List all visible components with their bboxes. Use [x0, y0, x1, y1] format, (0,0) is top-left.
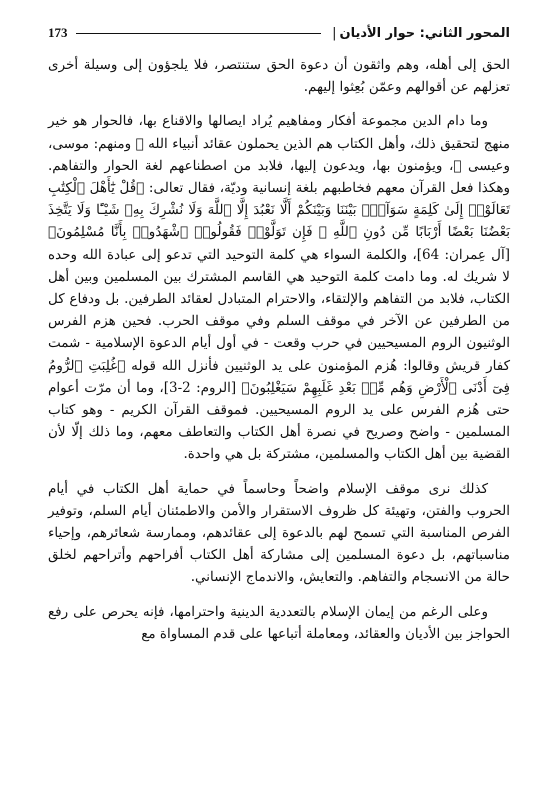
paragraph-1: الحق إلى أهله، وهم واثقون أن دعوة الحق ستنتصر، فلا يلجؤون إلى وسيلة أخرى تعزلهم عن أقوالهم وعمّن بُعِثوا إليهم.	[48, 57, 510, 96]
paragraph-4: وعلى الرغم من إيمان الإسلام بالتعددية الدينية واحترامها، فإنه يحرص على رفع الحواجز بين الأديان والعقائد، ومعاملة أتباعها على قدم المساواة مع	[48, 603, 510, 642]
document-page	[48, 20, 510, 780]
paragraph-2: وما دام الدين مجموعة أفكار ومفاهيم يُراد ايصالها والاقناع بها، فالحوار هو خير منهج لتحقيق ذلك، وأهل الكتاب هم الذين يحملون عقائد أنبياء الله ﷺ ومنهم: موسى، وعيسى ﷺ، ويؤمنون بها، ويدعون إليها، فلابد من اصطناعهم لغة الحوار والتفاهم. وهكذا فعل القرآن معهم فخاطبهم بلغة إنسانية وديّة، فقال تعالى: ﴿قُلْ يَٰٓأَهْلَ ٱلْكِتَٰبِ تَعَالَوْا۟ إِلَىٰ كَلِمَةٍ سَوَآءٍۭ بَيْنَنَا وَبَيْنَكُمْ أَلَّا نَعْبُدَ إِلَّا ٱللَّهَ وَلَا نُشْرِكَ بِهِۦ شَيْـًٔا وَلَا يَتَّخِذَ بَعْضُنَا بَعْضًا أَرْبَابًا مِّن دُونِ ٱللَّهِ ۚ فَإِن تَوَلَّوْا۟ فَقُولُوا۟ ٱشْهَدُوا۟ بِأَنَّا مُسْلِمُونَ﴾ [آل عِمران: 64]، والكلمة السواء هي كلمة التوحيد التي تدعو إلى عبادة الله وحده لا شريك له. وما دامت كلمة التوحيد هي القاسم المشترك بين المسلمين وبين أهل الكتاب، فلابد من التفاهم والإلتقاء، والاحترام المتبادل لعقائد الطرفين. بل ودفاع كل من الطرفين عن الآخر في موقف السلم وفي موقف الحرب. فحين هزم الفرس الوثنيون الروم المسيحيين في حرب وقعت - في أول أيام الدعوة الإسلامية - شمت كفار قريش وقالوا: هُزم المؤمنون على يد الوثنيين فأنزل الله قوله ﴿غُلِبَتِ ٱلرُّومُ فِىٓ أَدْنَى ٱلْأَرْضِ وَهُم مِّنۢ بَعْدِ غَلَبِهِمْ سَيَغْلِبُونَ﴾ [الروم: 2-3]، وما أن مرّت أعوام حتى هُزم الفرس على يد الروم المسيحيين. فموقف القرآن الكريم - وهو كتاب المسلمين - واضح وصريح في نصرة أهل الكتاب والتعاطف معهم، وما ذلك إلّا لأن القضية بين أهل الكتاب والمسلمين، مشتركة بل هي واحدة.	[48, 113, 510, 463]
page-number: 173	[48, 25, 68, 40]
header-rule	[76, 33, 322, 34]
header-separator: |	[332, 25, 337, 41]
running-header	[48, 20, 510, 46]
body-text	[48, 54, 510, 645]
chapter-title: المحور الثاني: حوار الأديان	[339, 25, 510, 41]
paragraph-3: كذلك نرى موقف الإسلام واضحاً وحاسماً في حماية أهل الكتاب في أيام الحروب والفتن، وتهيئة كل ظروف الاستقرار والأمن والاطمئنان أيام السلم، وتوفير الفرص المناسبة التي تسمح لهم بالدعوة إلى عقائدهم، وممارسة شعائرهم، وإحياء مناسباتهم، بل دعوة المسلمين إلى مشاركة أهل الكتاب أفراحهم وأتراحهم لخلق حالة من الانسجام والتفاهم. والتعايش، والاندماج الإنساني.	[48, 480, 510, 586]
